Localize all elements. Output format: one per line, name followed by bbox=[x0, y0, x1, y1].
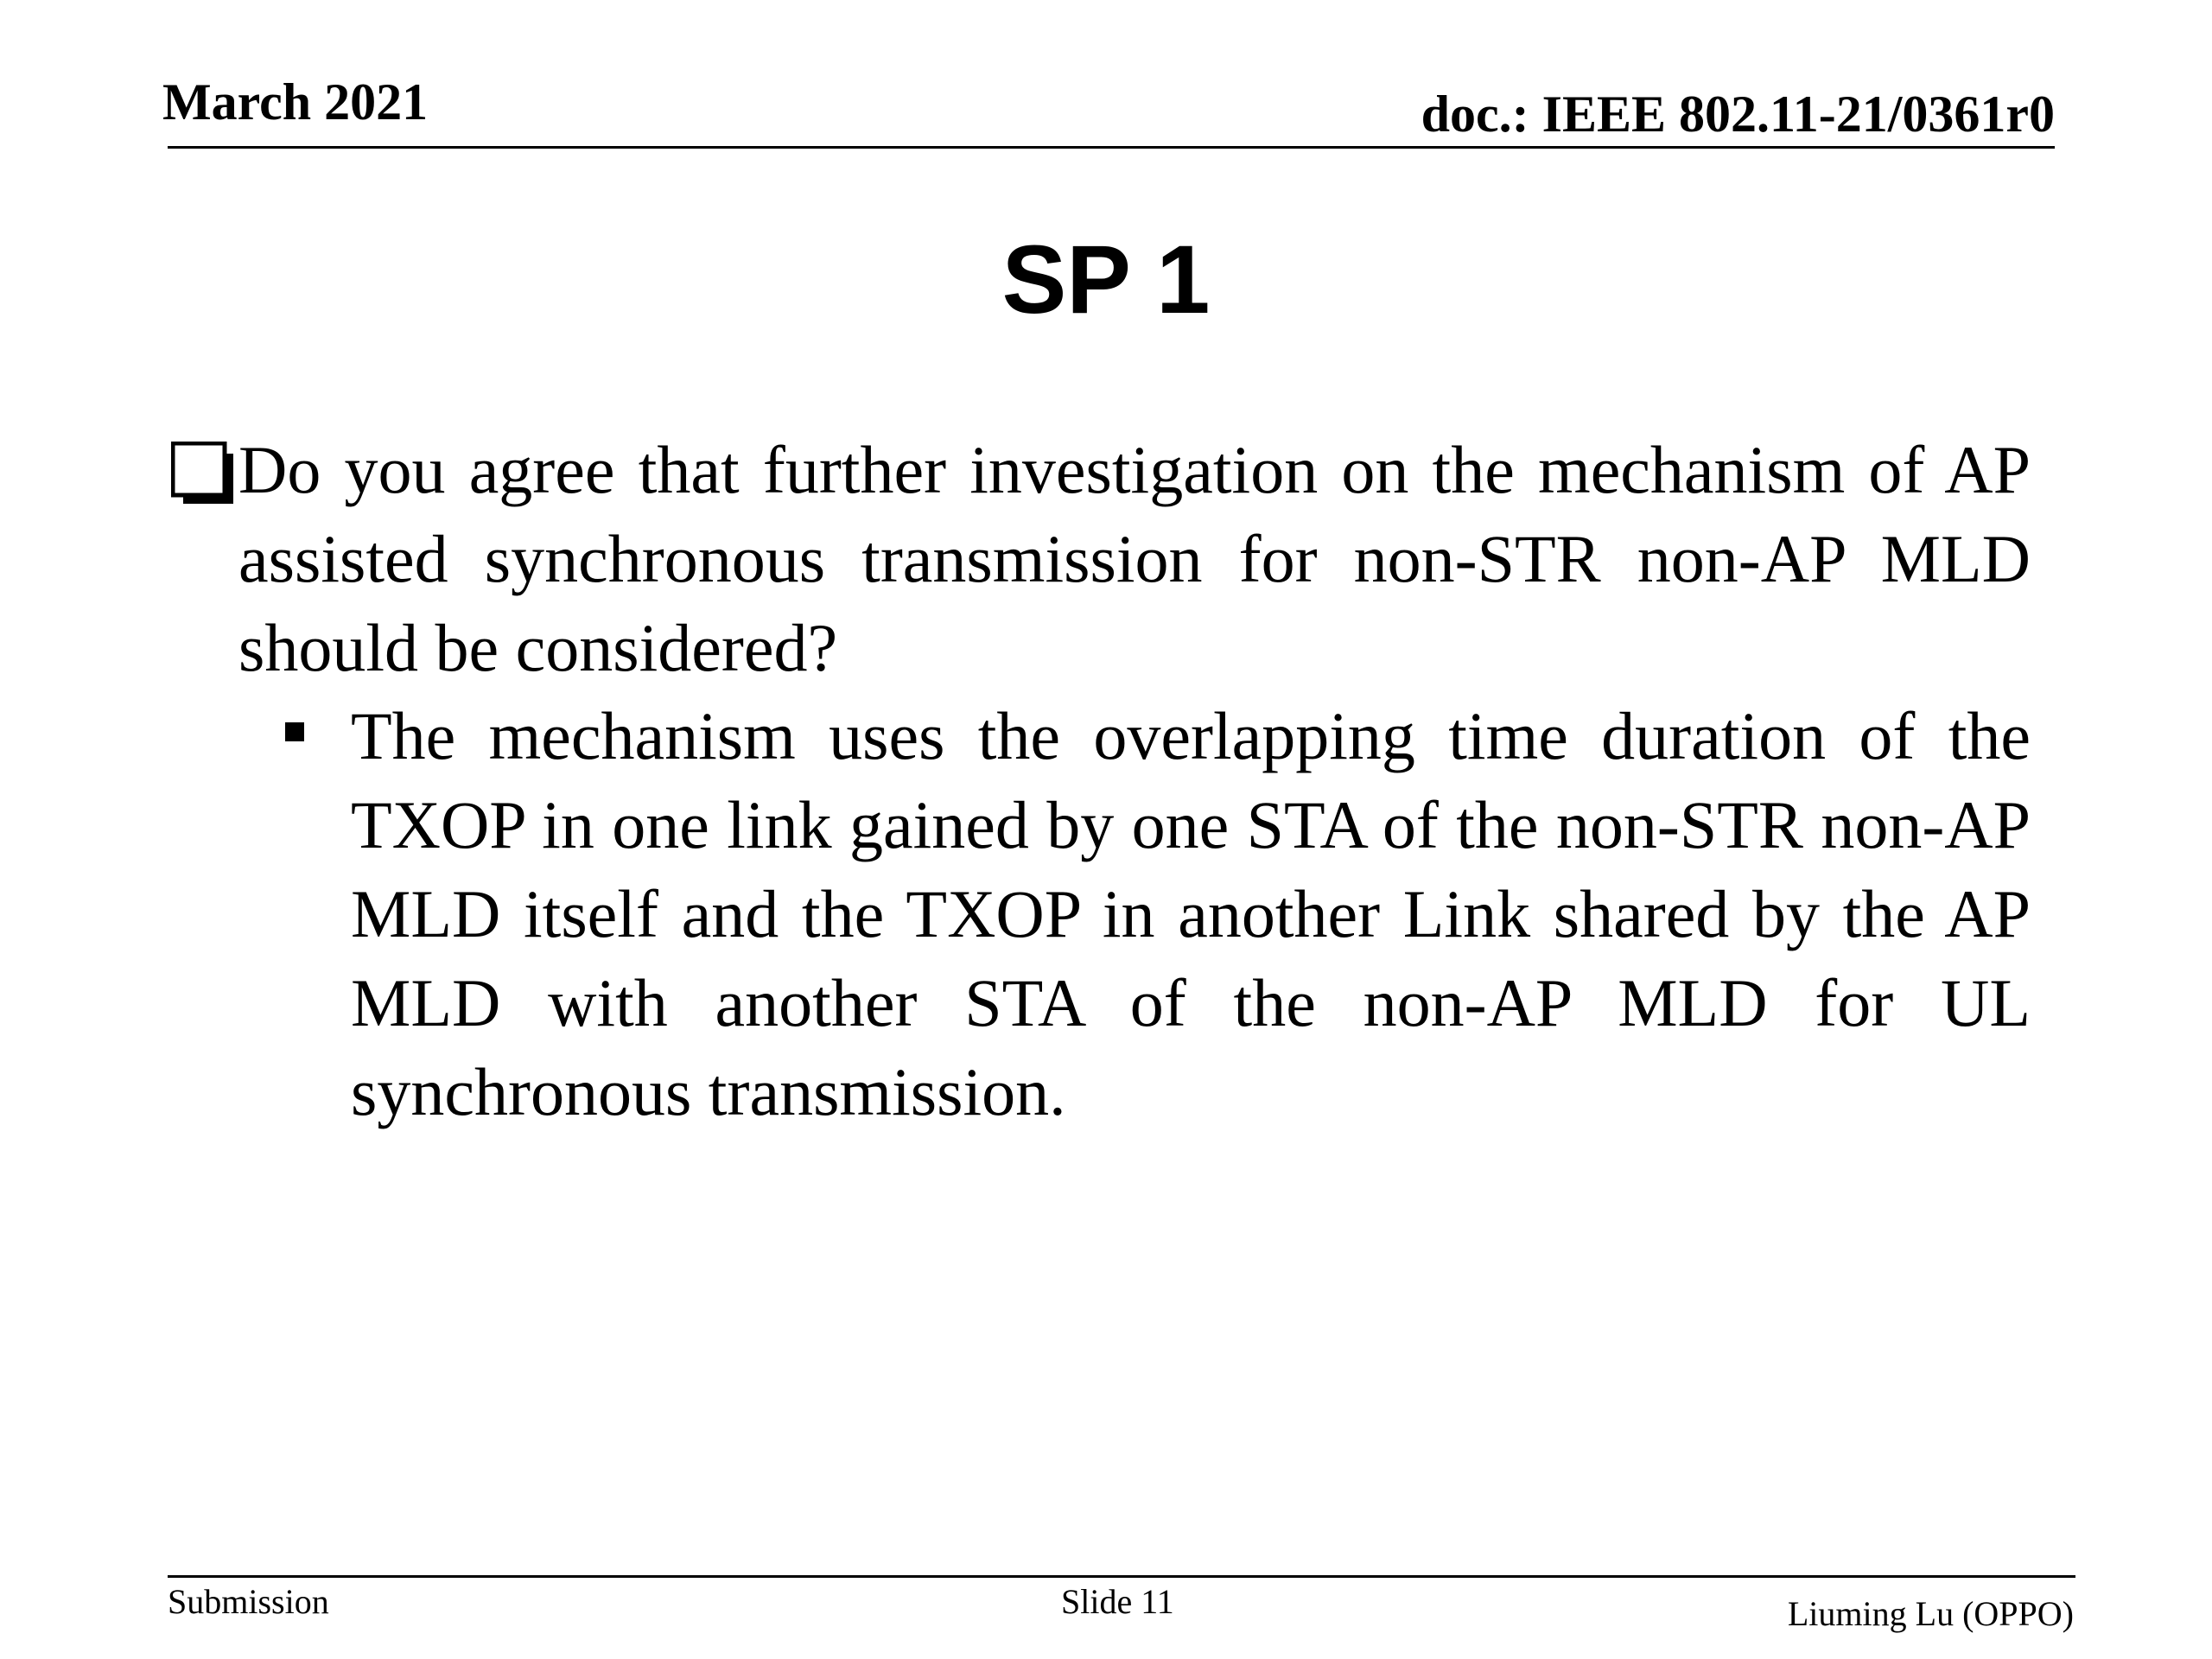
bullet-text: Do you agree that further investigation on the mechanism of AP assisted synchronous transmission for non-STR non-AP MLD should be considered? bbox=[238, 432, 2031, 685]
footer-author: Liuming Lu (OPPO) bbox=[1787, 1594, 2074, 1633]
bullet-item bbox=[171, 425, 2031, 692]
checkbox-icon bbox=[171, 442, 233, 504]
sub-bullet-text: The mechanism uses the overlapping time duration of the TXOP in one link gained by one STA of the non-STR non-AP MLD itself and the TXOP in another Link shared by the AP MLD with another STA of the non-AP MLD for UL synchronous transmission. bbox=[351, 698, 2031, 1129]
slide-title: SP 1 bbox=[1001, 226, 1211, 334]
footer-slide-number: Slide 11 bbox=[1061, 1582, 1174, 1621]
header-date: March 2021 bbox=[162, 73, 429, 130]
sub-bullet-item bbox=[285, 691, 2031, 1136]
header-divider bbox=[168, 146, 2055, 149]
square-bullet-icon bbox=[285, 722, 304, 741]
footer-divider bbox=[168, 1575, 2075, 1578]
footer-submission: Submission bbox=[168, 1582, 329, 1621]
header-doc-id: doc.: IEEE 802.11-21/0361r0 bbox=[1421, 86, 2055, 143]
